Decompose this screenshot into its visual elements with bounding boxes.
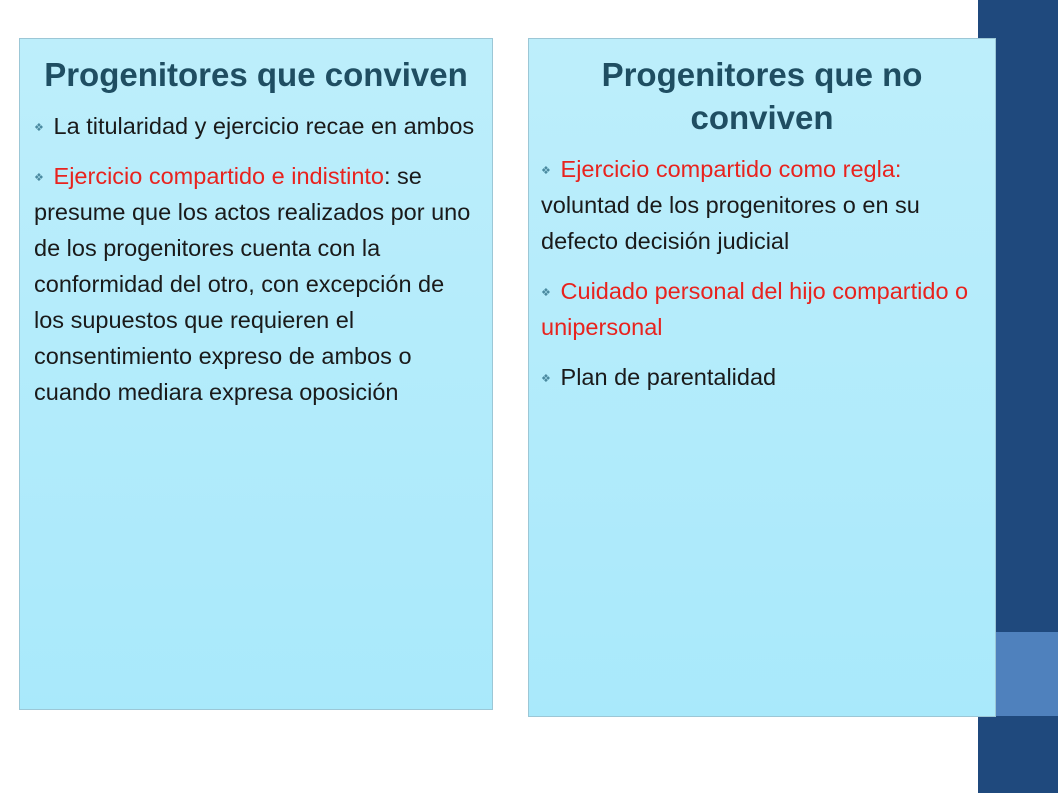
list-item xyxy=(541,151,983,259)
diamond-bullet-icon: ❖ xyxy=(541,287,551,299)
item-text: voluntad de los progenitores o en su defecto decisión judicial xyxy=(541,192,920,254)
diamond-bullet-icon: ❖ xyxy=(34,172,44,184)
diamond-bullet-icon: ❖ xyxy=(34,122,44,134)
box-progenitores-conviven xyxy=(19,38,493,710)
box-title: Progenitores que no conviven xyxy=(601,56,923,136)
item-text: La titularidad y ejercicio recae en ambos xyxy=(53,113,475,139)
list-item xyxy=(541,359,983,395)
bullet-list xyxy=(34,108,478,410)
box-title: Progenitores que conviven xyxy=(44,56,468,93)
box-progenitores-no-conviven xyxy=(528,38,996,717)
list-item xyxy=(34,158,478,410)
diamond-bullet-icon: ❖ xyxy=(541,165,551,177)
item-text: : se presume que los actos realizados por uno de los progenitores cuenta con la conformidad del otro, con excepción de los supuestos que requieren el consentimiento expreso de ambos o cuando mediara expresa oposición xyxy=(34,163,471,405)
item-text: Plan de parentalidad xyxy=(560,364,777,390)
item-highlight: Ejercicio compartido como regla: xyxy=(560,156,902,182)
item-highlight: Ejercicio compartido e indistinto xyxy=(53,163,384,189)
sidebar-accent-block xyxy=(996,632,1058,716)
diamond-bullet-icon: ❖ xyxy=(541,373,551,385)
item-highlight: Cuidado personal del hijo compartido o unipersonal xyxy=(541,278,969,340)
list-item xyxy=(34,108,478,144)
bullet-list xyxy=(541,151,983,395)
list-item xyxy=(541,273,983,345)
